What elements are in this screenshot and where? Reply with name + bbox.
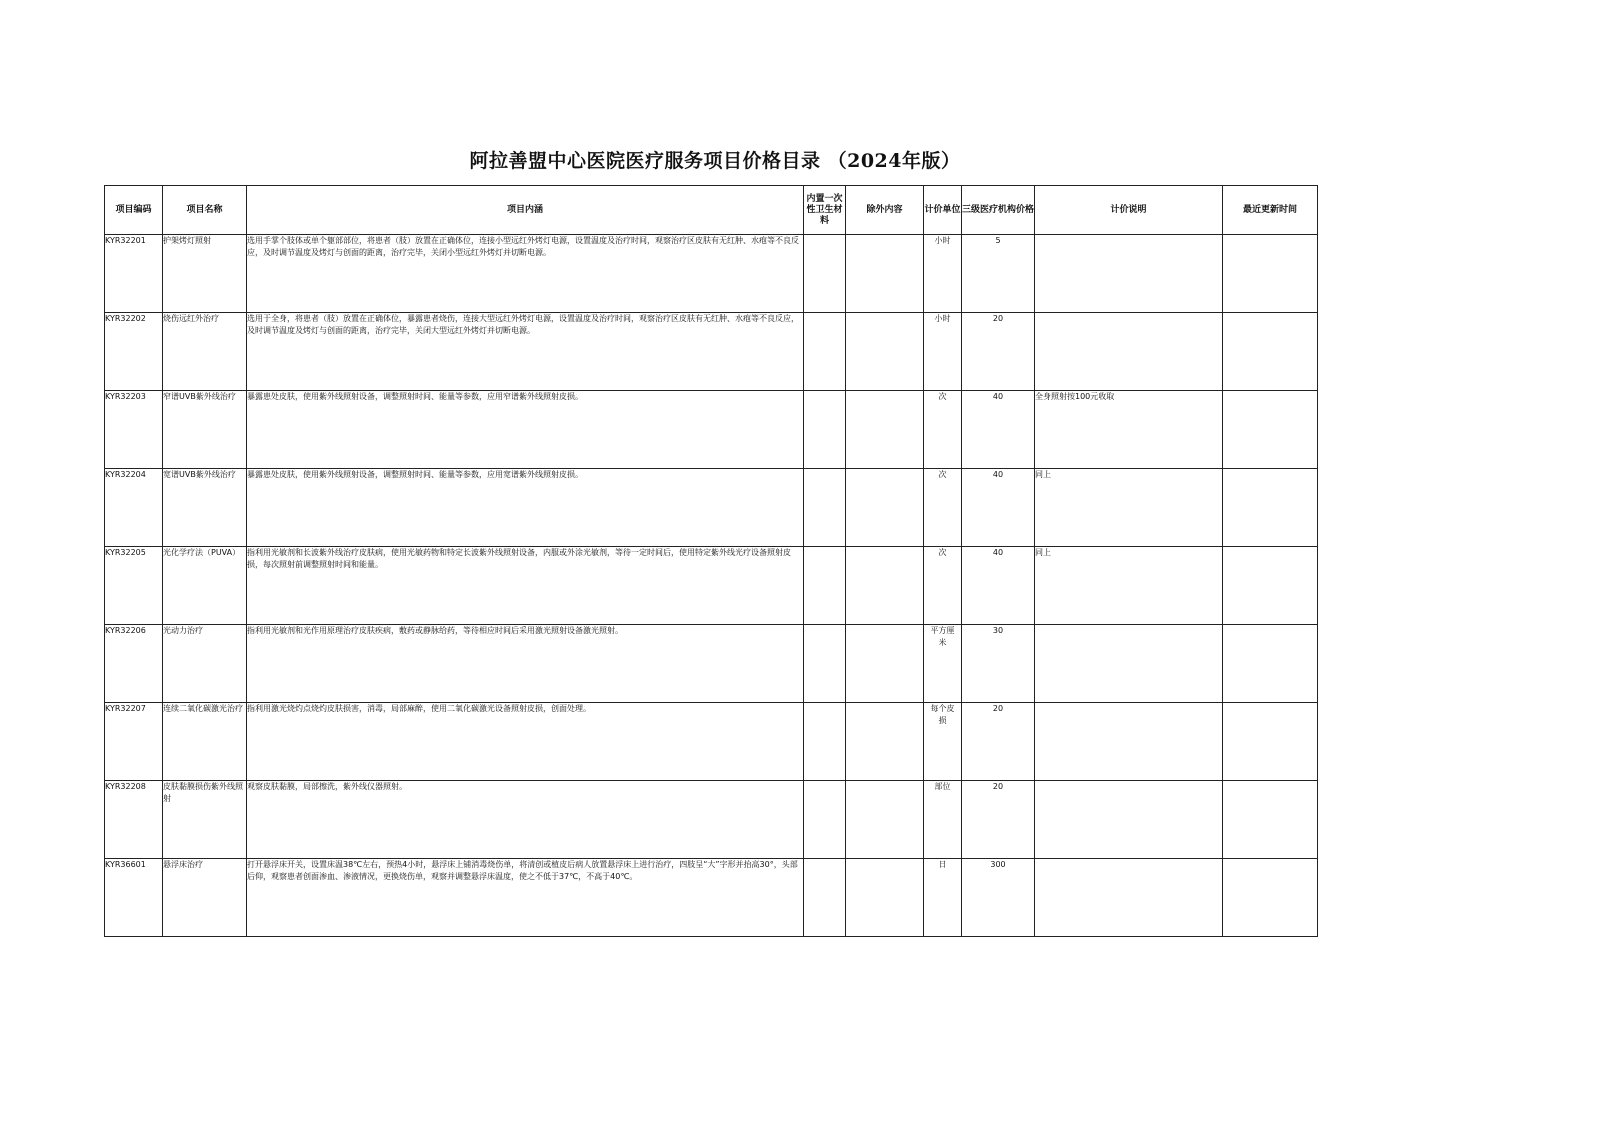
- header-unit: 计价单位: [924, 186, 962, 235]
- header-updated: 最近更新时间: [1223, 186, 1318, 235]
- cell-code: KYR32208: [105, 781, 163, 859]
- table-row: [105, 547, 1318, 625]
- cell-disposable: [804, 625, 846, 703]
- cell-content: 观察皮肤黏膜，局部擦洗，紫外线仪器照射。: [247, 781, 804, 859]
- cell-code: KYR32206: [105, 625, 163, 703]
- table-header-row: [105, 186, 1318, 235]
- cell-unit: 日: [938, 860, 947, 869]
- cell-disposable: [804, 313, 846, 391]
- cell-code: KYR32204: [105, 469, 163, 547]
- cell-price: 20: [992, 782, 1004, 791]
- table-row: [105, 781, 1318, 859]
- cell-content: 指利用激光烧灼点烧灼皮肤损害，消毒，局部麻醉，使用二氧化碳激光设备照射皮损，创面处理。: [247, 703, 804, 781]
- cell-updated: [1223, 235, 1318, 313]
- header-disposable: 内置一次性卫生材料: [804, 186, 846, 235]
- cell-note: [1035, 625, 1223, 703]
- cell-updated: [1223, 313, 1318, 391]
- header-code: 项目编码: [105, 186, 163, 235]
- cell-exclude: [846, 625, 924, 703]
- price-catalog-table: [104, 185, 1318, 937]
- cell-exclude: [846, 313, 924, 391]
- cell-exclude: [846, 547, 924, 625]
- cell-name: 窄谱UVB紫外线治疗: [163, 391, 247, 469]
- cell-price: 300: [990, 860, 1006, 869]
- cell-disposable: [804, 547, 846, 625]
- cell-price: 5: [995, 236, 1001, 245]
- table-row: [105, 859, 1318, 937]
- cell-unit: 小时: [934, 236, 951, 245]
- cell-content: 打开悬浮床开关，设置床温38℃左右，预热4小时，悬浮床上铺消毒烧伤单，将清创或植皮后病人放置悬浮床上进行治疗，四肢呈“大”字形并抬高30°，头部后仰，观察患者创面渗血、渗液情况，更换烧伤单，观察并调整悬浮床温度，使之不低于37℃，不高于40℃。: [247, 859, 804, 937]
- cell-note: [1035, 781, 1223, 859]
- cell-unit: 次: [938, 548, 947, 557]
- cell-note: [1035, 859, 1223, 937]
- cell-updated: [1223, 781, 1318, 859]
- cell-unit: 部位: [934, 782, 951, 791]
- cell-disposable: [804, 469, 846, 547]
- cell-updated: [1223, 703, 1318, 781]
- table-row: [105, 391, 1318, 469]
- cell-unit: 小时: [934, 314, 951, 323]
- cell-code: KYR36601: [105, 859, 163, 937]
- cell-unit: 次: [938, 392, 947, 401]
- cell-content: 暴露患处皮肤，使用紫外线照射设备，调整照射时间、能量等参数，应用宽谱紫外线照射皮损。: [247, 469, 804, 547]
- cell-name: 护架烤灯照射: [163, 235, 247, 313]
- cell-note: [1035, 703, 1223, 781]
- cell-name: 皮肤黏膜损伤紫外线照射: [163, 781, 247, 859]
- cell-name: 连续二氧化碳激光治疗: [163, 703, 247, 781]
- cell-note: [1035, 313, 1223, 391]
- cell-code: KYR32207: [105, 703, 163, 781]
- table-row: [105, 625, 1318, 703]
- cell-name: 光化学疗法（PUVA）: [163, 547, 247, 625]
- cell-unit: 次: [938, 470, 947, 479]
- cell-updated: [1223, 547, 1318, 625]
- cell-code: KYR32205: [105, 547, 163, 625]
- header-exclude: 除外内容: [846, 186, 924, 235]
- header-name: 项目名称: [163, 186, 247, 235]
- cell-note: [1035, 235, 1223, 313]
- cell-name: 烧伤远红外治疗: [163, 313, 247, 391]
- cell-updated: [1223, 391, 1318, 469]
- cell-price: 40: [992, 470, 1004, 479]
- cell-unit: 每个皮损: [930, 704, 955, 725]
- table-row: [105, 469, 1318, 547]
- cell-code: KYR32202: [105, 313, 163, 391]
- header-content: 项目内涵: [247, 186, 804, 235]
- table-row: [105, 313, 1318, 391]
- cell-updated: [1223, 469, 1318, 547]
- cell-content: 选用手掌个肢体或单个躯部部位，将患者（肢）放置在正确体位，连接小型远红外烤灯电源，设置温度及治疗时间，观察治疗区皮肤有无红肿、水疱等不良反应，及时调节温度及烤灯与创面的距离，治疗完毕，关闭小型远红外烤灯并切断电源。: [247, 235, 804, 313]
- cell-price: 20: [992, 704, 1004, 713]
- header-price: 三级医疗机构价格: [962, 186, 1035, 235]
- cell-name: 悬浮床治疗: [163, 859, 247, 937]
- cell-exclude: [846, 469, 924, 547]
- cell-price: 40: [992, 392, 1004, 401]
- cell-content: 指利用光敏剂和长波紫外线治疗皮肤病，使用光敏药物和特定长波紫外线照射设备，内服或外涂光敏剂，等待一定时间后，使用特定紫外线光疗设备照射皮损，每次照射前调整照射时间和能量。: [247, 547, 804, 625]
- cell-updated: [1223, 859, 1318, 937]
- cell-price: 20: [992, 314, 1004, 323]
- table-row: [105, 703, 1318, 781]
- cell-price: 40: [992, 548, 1004, 557]
- cell-disposable: [804, 391, 846, 469]
- cell-note: 同上: [1035, 469, 1223, 547]
- cell-name: 宽谱UVB紫外线治疗: [163, 469, 247, 547]
- cell-price: 30: [992, 626, 1004, 635]
- cell-disposable: [804, 781, 846, 859]
- table-row: [105, 235, 1318, 313]
- cell-note: 同上: [1035, 547, 1223, 625]
- cell-unit: 平方厘米: [930, 626, 955, 647]
- header-note: 计价说明: [1035, 186, 1223, 235]
- cell-exclude: [846, 235, 924, 313]
- cell-exclude: [846, 859, 924, 937]
- cell-code: KYR32203: [105, 391, 163, 469]
- cell-exclude: [846, 391, 924, 469]
- cell-content: 选用于全身，将患者（肢）放置在正确体位，暴露患者烧伤，连接大型远红外烤灯电源，设置温度及治疗时间，观察治疗区皮肤有无红肿、水疱等不良反应，及时调节温度及烤灯与创面的距离，治疗完毕，关闭大型远红外烤灯并切断电源。: [247, 313, 804, 391]
- cell-disposable: [804, 703, 846, 781]
- cell-disposable: [804, 859, 846, 937]
- cell-note: 全身照射按100元收取: [1035, 391, 1223, 469]
- cell-name: 光动力治疗: [163, 625, 247, 703]
- cell-code: KYR32201: [105, 235, 163, 313]
- cell-exclude: [846, 781, 924, 859]
- page-title: 阿拉善盟中心医院医疗服务项目价格目录 （2024年版）: [469, 150, 961, 172]
- cell-updated: [1223, 625, 1318, 703]
- cell-content: 指利用光敏剂和光作用原理治疗皮肤疾病，敷药或静脉给药，等待相应时间后采用激光照射设备激光照射。: [247, 625, 804, 703]
- cell-content: 暴露患处皮肤，使用紫外线照射设备，调整照射时间、能量等参数，应用窄谱紫外线照射皮损。: [247, 391, 804, 469]
- cell-exclude: [846, 703, 924, 781]
- cell-disposable: [804, 235, 846, 313]
